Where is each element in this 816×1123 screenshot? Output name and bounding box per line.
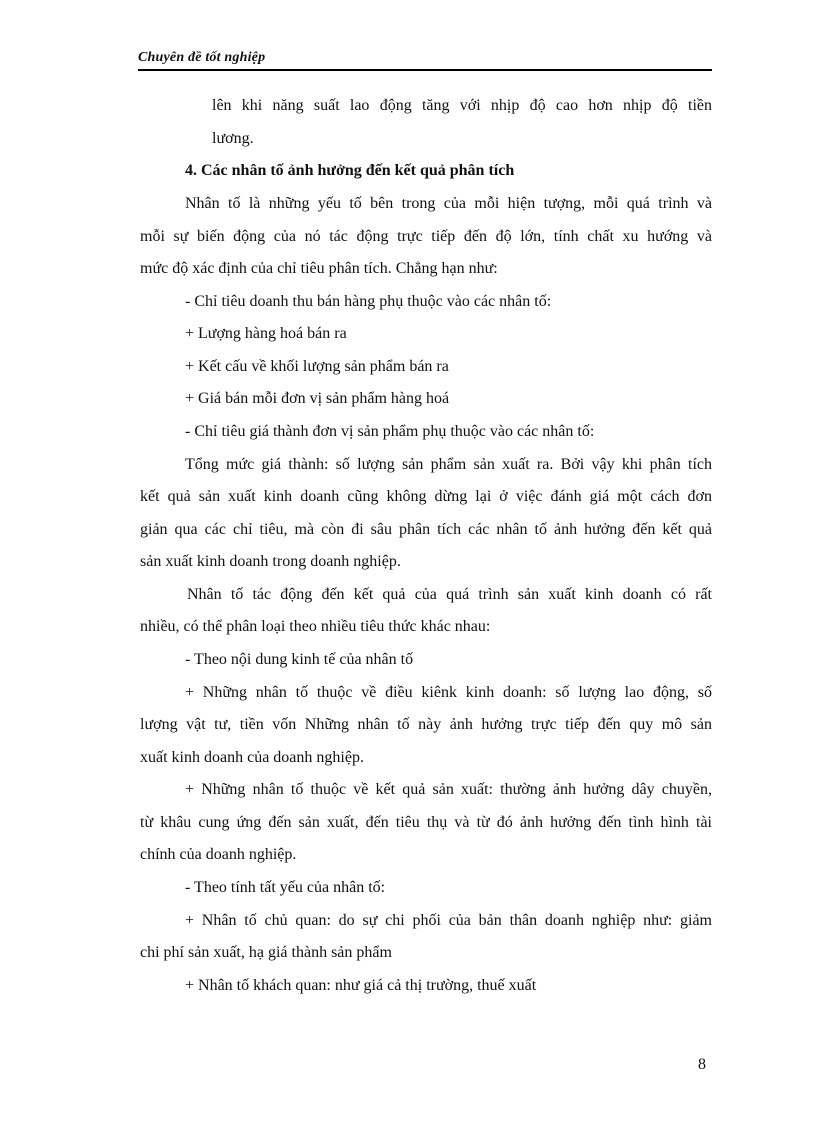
body-line: - Theo tính tất yếu của nhân tố: — [185, 879, 386, 896]
page-number: 8 — [698, 1056, 706, 1073]
body-line: Tổng mức giá thành: số lượng sản phẩm sản xuất ra. Bởi vậy khi phân tích — [185, 456, 712, 473]
body-line: + Nhân tố chủ quan: do sự chi phối của bản thân doanh nghiệp như: giảm — [185, 912, 712, 929]
body-line: giản qua các chỉ tiêu, mà còn đi sâu phân tích các nhân tố ảnh hưởng đến kết quả — [140, 521, 712, 538]
body-line: sản xuất kinh doanh trong doanh nghiệp. — [140, 553, 401, 570]
body-line: Nhân tố là những yếu tố bên trong của mỗi hiện tượng, mỗi quá trình và — [185, 195, 712, 212]
body-line: kết quả sản xuất kinh doanh cũng không dừng lại ở việc đánh giá một cách đơn — [140, 488, 712, 505]
body-line: xuất kinh doanh của doanh nghiệp. — [140, 749, 364, 766]
body-line: + Những nhân tố thuộc về kết quả sản xuất: thường ảnh hưởng dây chuyền, — [185, 781, 712, 798]
body-line: chính của doanh nghiệp. — [140, 846, 297, 863]
body-line: + Những nhân tố thuộc về điều kiênk kinh doanh: số lượng lao động, số — [185, 684, 712, 701]
body-line: + Giá bán mỗi đơn vị sản phẩm hàng hoá — [185, 390, 450, 407]
body-line: + Kết cấu về khối lượng sản phẩm bán ra — [185, 358, 449, 375]
section-heading: 4. Các nhân tố ảnh hưởng đến kết quả phân tích — [185, 162, 515, 179]
header-title: Chuyên đề tốt nghiệp — [138, 50, 266, 65]
body-line: Nhân tố tác động đến kết quả của quá trình sản xuất kinh doanh có rất — [187, 586, 712, 603]
body-line: lên khi năng suất lao động tăng với nhịp độ cao hơn nhịp độ tiền — [212, 97, 712, 114]
body-line: nhiều, có thể phân loại theo nhiều tiêu thức khác nhau: — [140, 618, 491, 635]
body-line: chi phí sản xuất, hạ giá thành sản phẩm — [140, 944, 392, 961]
body-line: - Chỉ tiêu doanh thu bán hàng phụ thuộc vào các nhân tố: — [185, 293, 552, 310]
body-line: mỗi sự biến động của nó tác động trực tiếp đến độ lớn, tính chất xu hướng và — [140, 228, 712, 245]
body-line: - Chỉ tiêu giá thành đơn vị sản phẩm phụ thuộc vào các nhân tố: — [185, 423, 595, 440]
body-line: + Lượng hàng hoá bán ra — [185, 325, 347, 342]
body-line: lượng vật tư, tiền vốn Những nhân tố này ảnh hưởng trực tiếp đến quy mô sản — [140, 716, 712, 733]
body-line: lương. — [212, 130, 254, 147]
body-line: mức độ xác định của chỉ tiêu phân tích. Chẳng hạn như: — [140, 260, 498, 277]
page-header — [138, 47, 712, 71]
body-line: + Nhân tố khách quan: như giá cả thị trường, thuế xuất — [185, 977, 537, 994]
body-line: từ khâu cung ứng đến sản xuất, đến tiêu thụ và từ đó ảnh hưởng đến tình hình tài — [140, 814, 712, 831]
body-line: - Theo nội dung kinh tế của nhân tố — [185, 651, 414, 668]
